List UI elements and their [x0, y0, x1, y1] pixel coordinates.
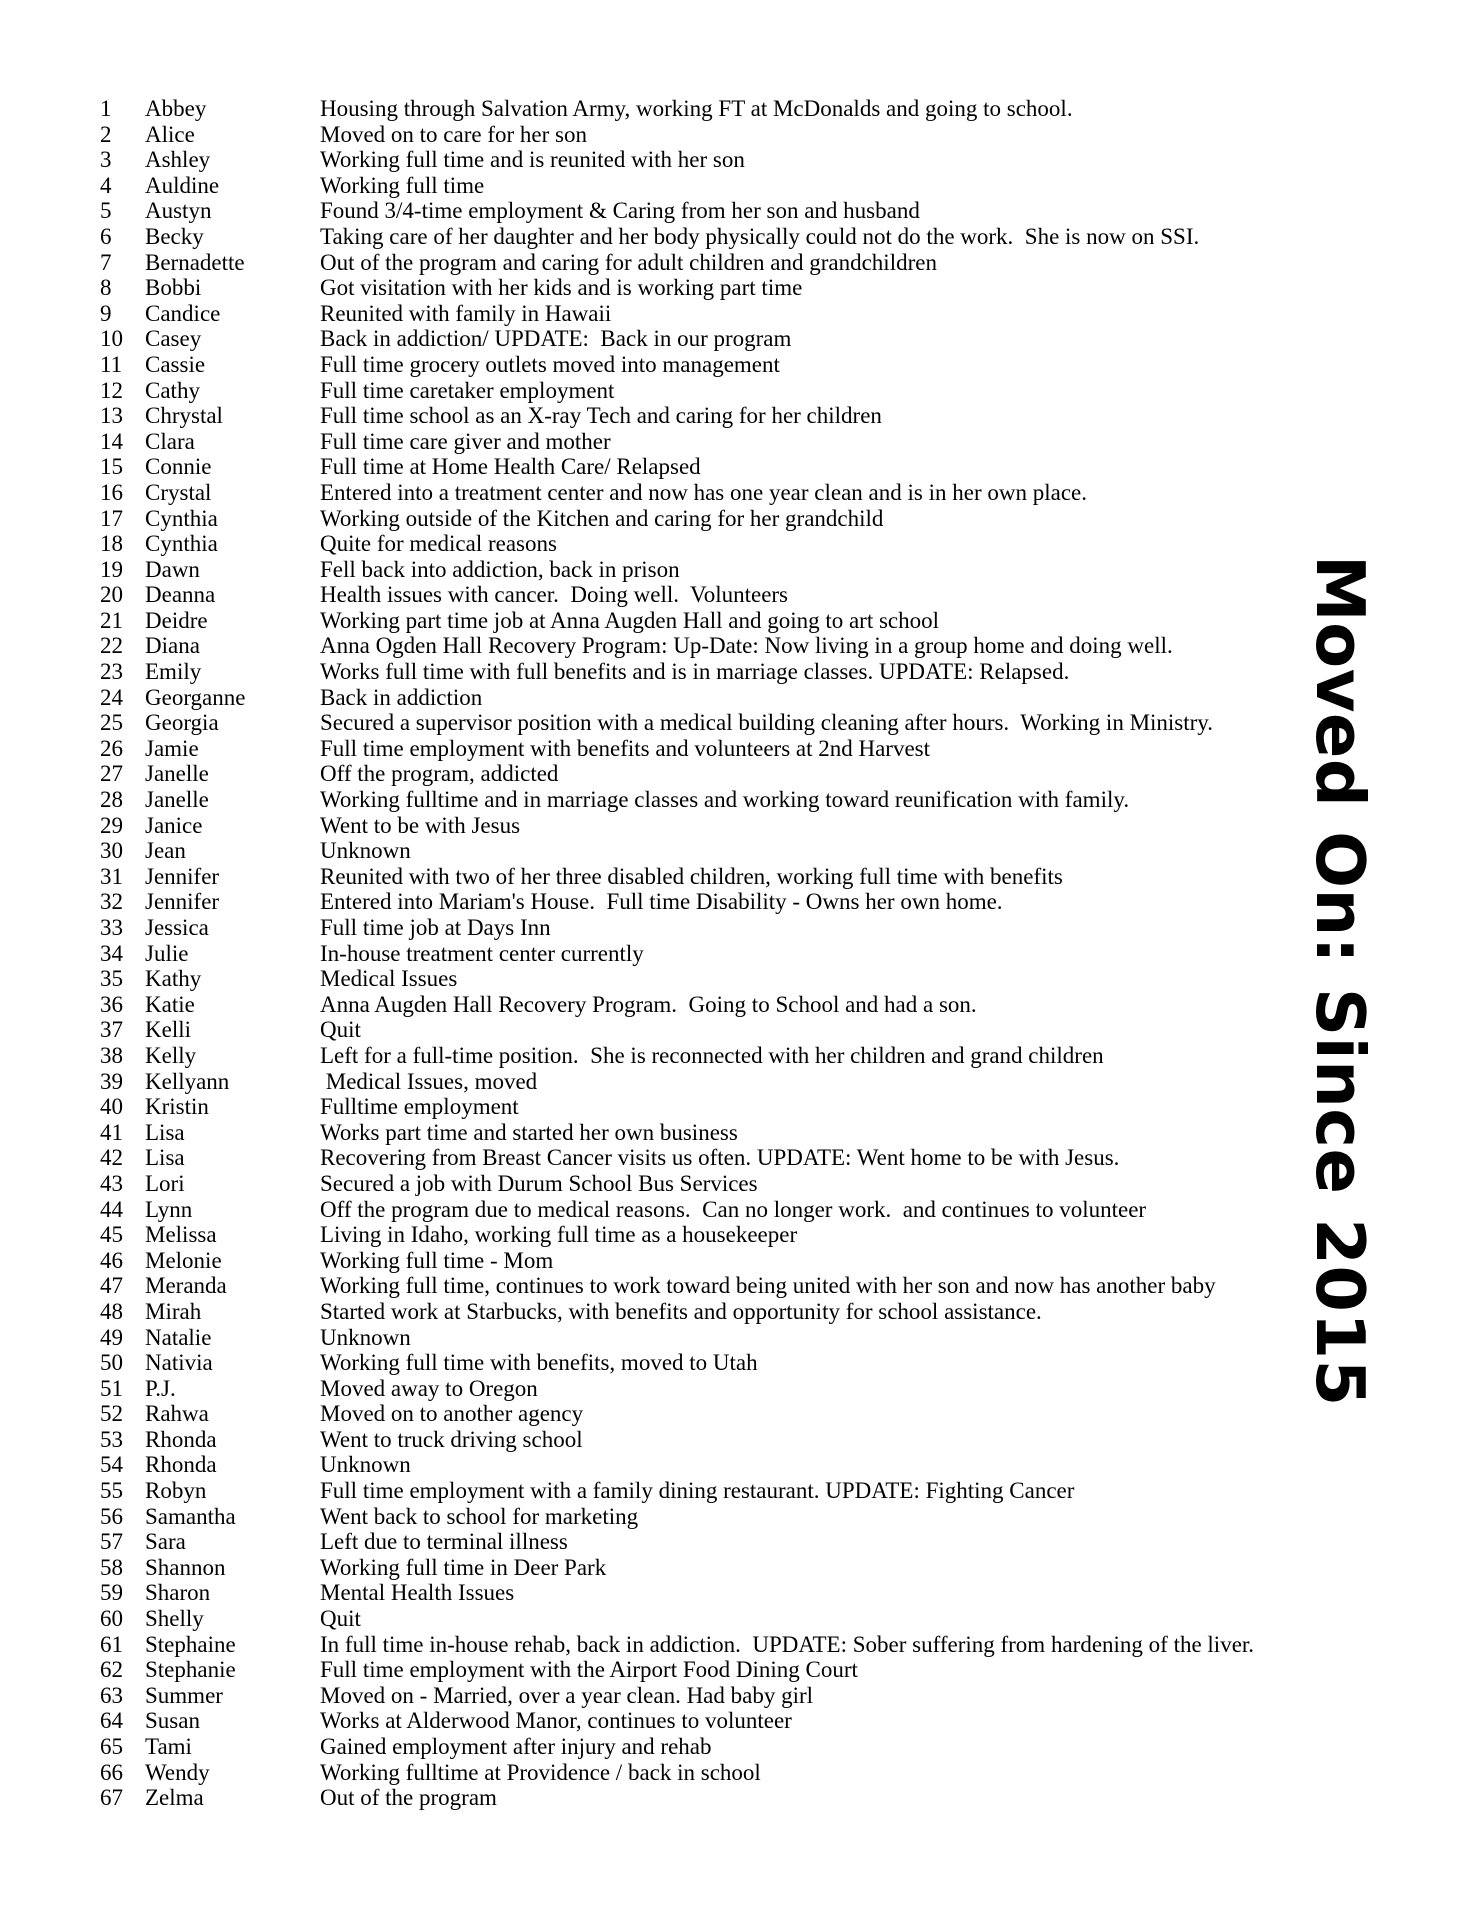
item-name: Samantha	[145, 1503, 236, 1529]
list-item	[100, 1197, 1350, 1223]
item-name: Cynthia	[145, 531, 218, 557]
item-number: 41	[100, 1119, 123, 1145]
item-number: 17	[100, 505, 123, 531]
item-status: Working fulltime at Providence / back in school	[320, 1759, 761, 1785]
item-number: 31	[100, 863, 123, 889]
list-item	[100, 301, 1350, 327]
list-item	[100, 1785, 1350, 1811]
side-title: Moved On: Since 2015	[1301, 555, 1379, 1407]
item-status: Back in addiction	[320, 684, 483, 710]
list-item	[100, 1478, 1350, 1504]
list-item	[100, 966, 1350, 992]
item-number: 53	[100, 1426, 123, 1452]
item-number: 15	[100, 454, 123, 480]
list-item	[100, 915, 1350, 941]
item-status: Off the program, addicted	[320, 761, 559, 787]
item-status: Got visitation with her kids and is working part time	[320, 275, 803, 301]
item-status: Went back to school for marketing	[320, 1503, 639, 1529]
item-number: 48	[100, 1298, 123, 1324]
list-item	[100, 582, 1350, 608]
item-name: Julie	[145, 940, 189, 966]
list-item	[100, 198, 1350, 224]
list-item	[100, 710, 1350, 736]
item-status: Fell back into addiction, back in prison	[320, 556, 680, 582]
item-name: Auldine	[145, 172, 220, 198]
item-name: Melonie	[145, 1247, 222, 1273]
item-number: 45	[100, 1222, 123, 1248]
item-status: Quit	[320, 1606, 361, 1632]
item-number: 2	[100, 121, 112, 147]
item-name: Janelle	[145, 761, 209, 787]
item-number: 46	[100, 1247, 123, 1273]
item-status: Reunited with two of her three disabled children, working full time with benefits	[320, 863, 1063, 889]
list-item	[100, 1606, 1350, 1632]
list-item	[100, 275, 1350, 301]
item-status: Medical Issues	[320, 966, 458, 992]
item-number: 12	[100, 377, 123, 403]
list-item	[100, 429, 1350, 455]
item-number: 57	[100, 1529, 123, 1555]
item-name: Rhonda	[145, 1426, 217, 1452]
item-number: 59	[100, 1580, 123, 1606]
list-item	[100, 480, 1350, 506]
item-name: Kelly	[145, 1042, 197, 1068]
item-name: Jamie	[145, 735, 199, 761]
list-item	[100, 96, 1350, 122]
item-status: Went to truck driving school	[320, 1426, 583, 1452]
item-status: Full time employment with the Airport Food Dining Court	[320, 1657, 858, 1683]
item-status: Medical Issues, moved	[320, 1068, 538, 1094]
item-status: Works at Alderwood Manor, continues to volunteer	[320, 1708, 792, 1734]
item-status: Moved away to Oregon	[320, 1375, 538, 1401]
item-status: Working full time and is reunited with her son	[320, 147, 745, 173]
item-number: 23	[100, 659, 123, 685]
item-name: Shelly	[145, 1606, 204, 1632]
item-status: Unknown	[320, 1452, 411, 1478]
item-status: In full time in-house rehab, back in addiction. UPDATE: Sober suffering from hardening of the liver.	[320, 1631, 1255, 1657]
list-item	[100, 633, 1350, 659]
item-number: 66	[100, 1759, 123, 1785]
item-status: Secured a supervisor position with a medical building cleaning after hours. Working in Ministry.	[320, 710, 1214, 736]
list-item	[100, 1580, 1350, 1606]
list-item	[100, 1017, 1350, 1043]
item-number: 38	[100, 1042, 123, 1068]
item-name: Deidre	[145, 607, 208, 633]
item-status: Works part time and started her own business	[320, 1119, 738, 1145]
item-status: Left for a full-time position. She is reconnected with her children and grand children	[320, 1042, 1104, 1068]
list-item	[100, 173, 1350, 199]
item-name: Rahwa	[145, 1401, 209, 1427]
item-name: Austyn	[145, 198, 212, 224]
list-item	[100, 1555, 1350, 1581]
item-name: Sharon	[145, 1580, 211, 1606]
item-name: Connie	[145, 454, 212, 480]
item-name: Janice	[145, 812, 203, 838]
item-number: 64	[100, 1708, 123, 1734]
list-item	[100, 1248, 1350, 1274]
list-item	[100, 147, 1350, 173]
item-status: Out of the program and caring for adult children and grandchildren	[320, 249, 937, 275]
item-status: Reunited with family in Hawaii	[320, 300, 612, 326]
item-name: Susan	[145, 1708, 200, 1734]
item-status: Moved on - Married, over a year clean. Had baby girl	[320, 1682, 814, 1708]
item-status: Out of the program	[320, 1785, 497, 1811]
list-item	[100, 1222, 1350, 1248]
item-number: 10	[100, 326, 123, 352]
item-name: Kelli	[145, 1017, 191, 1043]
item-number: 9	[100, 300, 112, 326]
list-item	[100, 224, 1350, 250]
item-number: 22	[100, 633, 123, 659]
list-item	[100, 736, 1350, 762]
item-name: Diana	[145, 633, 200, 659]
list-item	[100, 1760, 1350, 1786]
item-name: Deanna	[145, 582, 216, 608]
item-status: Working fulltime and in marriage classes and working toward reunification with family.	[320, 787, 1130, 813]
item-number: 1	[100, 96, 112, 121]
item-number: 7	[100, 249, 112, 275]
item-status: Taking care of her daughter and her body physically could not do the work. She is now on SSI.	[320, 223, 1200, 249]
item-name: Georgia	[145, 710, 219, 736]
list-item	[100, 941, 1350, 967]
item-name: Jennifer	[145, 889, 220, 915]
item-number: 67	[100, 1785, 123, 1811]
item-status: Anna Ogden Hall Recovery Program: Up-Date: Now living in a group home and doing well.	[320, 633, 1173, 659]
item-name: Robyn	[145, 1478, 207, 1504]
list-item	[100, 1350, 1350, 1376]
item-number: 18	[100, 531, 123, 557]
item-name: Emily	[145, 659, 202, 685]
item-status: Working full time with benefits, moved to Utah	[320, 1350, 758, 1376]
item-number: 43	[100, 1170, 123, 1196]
item-number: 3	[100, 147, 112, 173]
item-status: Found 3/4-time employment & Caring from her son and husband	[320, 198, 920, 224]
item-name: Crystal	[145, 479, 212, 505]
item-status: Moved on to another agency	[320, 1401, 584, 1427]
item-number: 29	[100, 812, 123, 838]
list-item	[100, 1683, 1350, 1709]
item-name: Lynn	[145, 1196, 193, 1222]
item-name: Becky	[145, 223, 204, 249]
item-number: 13	[100, 403, 123, 429]
list-item	[100, 1401, 1350, 1427]
item-number: 6	[100, 223, 112, 249]
item-number: 51	[100, 1375, 123, 1401]
item-status: Full time employment with benefits and volunteers at 2nd Harvest	[320, 735, 931, 761]
item-name: Natalie	[145, 1324, 212, 1350]
item-name: Dawn	[145, 556, 200, 582]
item-status: Works full time with full benefits and is in marriage classes. UPDATE: Relapsed.	[320, 659, 1070, 685]
item-status: Working full time in Deer Park	[320, 1554, 607, 1580]
item-number: 8	[100, 275, 112, 301]
item-status: Working full time, continues to work toward being united with her son and now has another baby	[320, 1273, 1216, 1299]
list-item	[100, 1734, 1350, 1760]
item-status: Full time at Home Health Care/ Relapsed	[320, 454, 701, 480]
item-name: Alice	[145, 121, 195, 147]
item-status: Anna Augden Hall Recovery Program. Going to School and had a son.	[320, 991, 977, 1017]
list-item	[100, 1529, 1350, 1555]
item-name: Lisa	[145, 1119, 185, 1145]
item-status: Quite for medical reasons	[320, 531, 557, 557]
item-number: 25	[100, 710, 123, 736]
list-item	[100, 608, 1350, 634]
item-name: Lori	[145, 1170, 185, 1196]
item-number: 33	[100, 915, 123, 940]
list-item	[100, 403, 1350, 429]
item-status: Unknown	[320, 838, 411, 864]
list-item	[100, 992, 1350, 1018]
list-item	[100, 1069, 1350, 1095]
list-item	[100, 813, 1350, 839]
list-item	[100, 889, 1350, 915]
list-item	[100, 122, 1350, 148]
list-item	[100, 250, 1350, 276]
item-number: 47	[100, 1273, 123, 1299]
item-name: Georganne	[145, 684, 246, 710]
item-number: 24	[100, 684, 123, 710]
item-name: Ashley	[145, 147, 211, 173]
item-status: Quit	[320, 1017, 361, 1043]
item-status: Off the program due to medical reasons. Can no longer work. and continues to volunteer	[320, 1196, 1147, 1222]
item-name: Stephaine	[145, 1631, 236, 1657]
item-number: 4	[100, 172, 112, 198]
item-number: 34	[100, 940, 123, 966]
item-name: Casey	[145, 326, 202, 352]
list-item	[100, 1708, 1350, 1734]
item-status: Fulltime employment	[320, 1094, 519, 1120]
item-name: Kellyann	[145, 1068, 230, 1094]
item-number: 55	[100, 1478, 123, 1504]
item-name: Lisa	[145, 1145, 185, 1171]
list-item	[100, 557, 1350, 583]
list-item	[100, 1452, 1350, 1478]
item-number: 52	[100, 1401, 123, 1427]
list-item	[100, 1120, 1350, 1146]
item-name: Nativia	[145, 1350, 213, 1376]
list-item	[100, 1299, 1350, 1325]
list-item	[100, 378, 1350, 404]
item-number: 36	[100, 991, 123, 1017]
item-status: Left due to terminal illness	[320, 1529, 568, 1555]
participant-list	[100, 96, 1350, 1811]
item-name: Rhonda	[145, 1452, 217, 1478]
item-status: Full time job at Days Inn	[320, 915, 551, 940]
item-number: 26	[100, 735, 123, 761]
item-number: 61	[100, 1631, 123, 1657]
item-status: Health issues with cancer. Doing well. Volunteers	[320, 582, 789, 608]
list-item	[100, 659, 1350, 685]
item-status: Entered into a treatment center and now has one year clean and is in her own place.	[320, 479, 1087, 505]
list-item	[100, 1632, 1350, 1658]
list-item	[100, 352, 1350, 378]
item-name: Sara	[145, 1529, 186, 1555]
item-number: 44	[100, 1196, 123, 1222]
list-item	[100, 1325, 1350, 1351]
item-name: Cathy	[145, 377, 200, 403]
item-number: 56	[100, 1503, 123, 1529]
item-number: 42	[100, 1145, 123, 1171]
item-status: Working outside of the Kitchen and caring for her grandchild	[320, 505, 884, 531]
item-number: 63	[100, 1682, 123, 1708]
item-status: Working full time	[320, 172, 485, 198]
list-item	[100, 1376, 1350, 1402]
item-name: Zelma	[145, 1785, 204, 1811]
item-status: In-house treatment center currently	[320, 940, 644, 966]
item-status: Unknown	[320, 1324, 411, 1350]
list-item	[100, 1657, 1350, 1683]
item-name: Kristin	[145, 1094, 209, 1120]
list-item	[100, 531, 1350, 557]
item-name: Katie	[145, 991, 195, 1017]
list-item	[100, 838, 1350, 864]
item-number: 35	[100, 966, 123, 992]
item-name: Kathy	[145, 966, 202, 992]
item-number: 49	[100, 1324, 123, 1350]
item-number: 20	[100, 582, 123, 608]
item-number: 14	[100, 428, 123, 454]
item-status: Started work at Starbucks, with benefits and opportunity for school assistance.	[320, 1298, 1042, 1324]
list-item	[100, 685, 1350, 711]
list-item	[100, 1145, 1350, 1171]
item-number: 50	[100, 1350, 123, 1376]
list-item	[100, 326, 1350, 352]
item-name: Jean	[145, 838, 186, 864]
item-number: 39	[100, 1068, 123, 1094]
item-status: Full time care giver and mother	[320, 428, 611, 454]
item-status: Recovering from Breast Cancer visits us often. UPDATE: Went home to be with Jesus.	[320, 1145, 1120, 1171]
item-name: Summer	[145, 1682, 223, 1708]
list-item	[100, 1504, 1350, 1530]
item-number: 28	[100, 787, 123, 813]
item-status: Went to be with Jesus	[320, 812, 521, 838]
item-number: 21	[100, 607, 123, 633]
item-status: Full time employment with a family dining restaurant. UPDATE: Fighting Cancer	[320, 1478, 1075, 1504]
list-item	[100, 1043, 1350, 1069]
item-name: Cynthia	[145, 505, 218, 531]
item-name: Janelle	[145, 787, 209, 813]
item-status: Gained employment after injury and rehab	[320, 1734, 712, 1759]
item-number: 60	[100, 1606, 123, 1632]
item-number: 62	[100, 1657, 123, 1683]
item-name: Bobbi	[145, 275, 202, 301]
item-name: Cassie	[145, 351, 206, 377]
list-item	[100, 787, 1350, 813]
list-item	[100, 1171, 1350, 1197]
item-number: 27	[100, 761, 123, 787]
item-status: Full time caretaker employment	[320, 377, 615, 403]
item-number: 58	[100, 1554, 123, 1580]
item-number: 40	[100, 1094, 123, 1120]
item-number: 30	[100, 838, 123, 864]
item-status: Moved on to care for her son	[320, 121, 587, 147]
list-item	[100, 1094, 1350, 1120]
list-item	[100, 454, 1350, 480]
item-status: Entered into Mariam's House. Full time Disability - Owns her own home.	[320, 889, 1003, 915]
item-number: 19	[100, 556, 123, 582]
item-number: 54	[100, 1452, 123, 1478]
item-status: Working full time - Mom	[320, 1247, 554, 1273]
item-status: Full time school as an X-ray Tech and caring for her children	[320, 403, 882, 429]
item-name: Abbey	[145, 96, 207, 121]
item-name: Shannon	[145, 1554, 226, 1580]
item-name: Mirah	[145, 1298, 202, 1324]
item-number: 65	[100, 1734, 123, 1759]
item-name: Melissa	[145, 1222, 217, 1248]
item-name: Stephanie	[145, 1657, 236, 1683]
item-name: Bernadette	[145, 249, 245, 275]
list-item	[100, 1273, 1350, 1299]
item-status: Full time grocery outlets moved into management	[320, 351, 780, 377]
item-name: Jennifer	[145, 863, 220, 889]
item-number: 37	[100, 1017, 123, 1043]
list-item	[100, 1427, 1350, 1453]
item-name: Jessica	[145, 915, 209, 940]
item-status: Housing through Salvation Army, working FT at McDonalds and going to school.	[320, 96, 1073, 121]
item-name: Meranda	[145, 1273, 227, 1299]
item-name: P.J.	[145, 1375, 176, 1401]
list-item	[100, 761, 1350, 787]
item-number: 11	[100, 351, 123, 377]
item-name: Candice	[145, 300, 221, 326]
item-status: Working part time job at Anna Augden Hall and going to art school	[320, 607, 940, 633]
list-item	[100, 864, 1350, 890]
list-item	[100, 506, 1350, 532]
item-name: Tami	[145, 1734, 192, 1759]
item-name: Clara	[145, 428, 195, 454]
item-status: Living in Idaho, working full time as a housekeeper	[320, 1222, 798, 1248]
item-number: 16	[100, 479, 123, 505]
item-number: 32	[100, 889, 123, 915]
item-status: Back in addiction/ UPDATE: Back in our program	[320, 326, 792, 352]
item-status: Secured a job with Durum School Bus Services	[320, 1170, 758, 1196]
item-status: Mental Health Issues	[320, 1580, 515, 1606]
item-number: 5	[100, 198, 112, 224]
item-name: Wendy	[145, 1759, 210, 1785]
item-name: Chrystal	[145, 403, 223, 429]
